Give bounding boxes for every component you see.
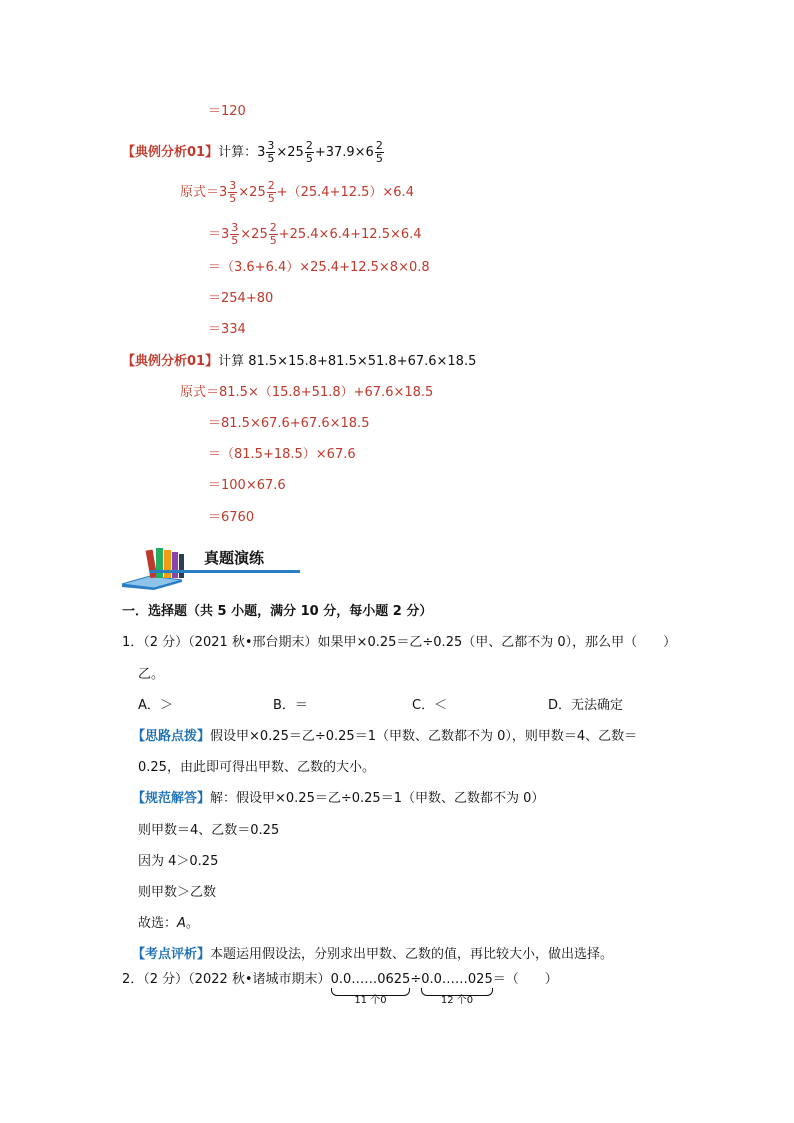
section-title: 真题演练 bbox=[204, 549, 265, 567]
example-tag: 【典例分析01】 bbox=[122, 354, 219, 369]
answer-line-4: 则甲数＞乙数 bbox=[138, 885, 217, 900]
evaluation-tag: 【考点评析】 bbox=[132, 947, 211, 962]
solution-line-4: ＝254+80 bbox=[208, 291, 274, 306]
answer-tag: 【规范解答】 bbox=[132, 791, 211, 806]
answer-suffix: 。 bbox=[185, 916, 199, 931]
solution-line-5: ＝6760 bbox=[208, 510, 255, 525]
hint-line-2: 0.25，由此即可得出甲数、乙数的大小。 bbox=[138, 760, 375, 775]
solution-line-3: ＝（81.5+18.5）×67.6 bbox=[208, 447, 356, 462]
example-prompt: 计算： bbox=[218, 145, 258, 160]
solution-line-1: 原式＝81.5×（15.8+51.8）+67.6×18.5 bbox=[180, 385, 434, 400]
option-c: C．＜ bbox=[412, 698, 448, 713]
option-d: D．无法确定 bbox=[548, 698, 624, 713]
fraction: $\frac{2}{5}$ bbox=[269, 221, 277, 247]
mixed-whole: 3 bbox=[257, 145, 266, 160]
evaluation-text: 本题运用假设法，分别求出甲数、乙数的值，再比较大小，做出选择。 bbox=[210, 947, 614, 962]
fraction: $\frac{3}{5}$ bbox=[229, 179, 237, 205]
fraction: $\frac{3}{5}$ bbox=[267, 139, 275, 165]
expr-part: ×25 bbox=[240, 227, 268, 242]
underbrace-label: 11 个0 bbox=[354, 995, 387, 1006]
example-prompt: 计算 81.5×15.8+81.5×51.8+67.6×18.5 bbox=[218, 354, 477, 369]
expr-part: ×25 bbox=[238, 185, 266, 200]
answer-line-2: 则甲数＝4、乙数＝0.25 bbox=[138, 823, 280, 838]
fraction: $\frac{2}{5}$ bbox=[375, 139, 383, 165]
fraction: $\frac{3}{5}$ bbox=[231, 221, 239, 247]
expr-part: +37.9×6 bbox=[314, 145, 374, 160]
q2-prefix: 2．（2 分）（2022 秋•诸城市期末） bbox=[122, 972, 331, 987]
q1-stem-line-2: 乙。 bbox=[138, 667, 165, 682]
fraction: $\frac{2}{5}$ bbox=[305, 139, 313, 165]
solution-line-2: ＝81.5×67.6+67.6×18.5 bbox=[208, 416, 370, 431]
q2-suffix: ＝（ ） bbox=[492, 972, 558, 987]
solution-line-5: ＝334 bbox=[208, 322, 246, 337]
expr-part: 原式＝3 bbox=[180, 185, 228, 200]
divide-sign: ÷ bbox=[410, 972, 422, 987]
solution-line-2 bbox=[208, 222, 422, 247]
example-1-question bbox=[122, 140, 385, 165]
expr-part: ＝3 bbox=[208, 227, 230, 242]
q2-stem bbox=[122, 971, 558, 1006]
answer-line-1 bbox=[132, 790, 544, 808]
q2-dividend: 0.0……0625 11 个0 bbox=[330, 972, 411, 1006]
answer-text: 解：假设甲×0.25＝乙÷0.25＝1（甲数、乙数都不为 0） bbox=[210, 791, 545, 806]
option-a: A．＞ bbox=[138, 698, 173, 713]
q1-stem-line-1: 1．（2 分）（2021 秋•邢台期末）如果甲×0.25＝乙÷0.25（甲、乙都不为 0），那么甲（ ） bbox=[122, 635, 677, 650]
part-heading: 一．选择题（共 5 小题，满分 10 分，每小题 2 分） bbox=[122, 604, 433, 619]
solution-line-1 bbox=[180, 180, 414, 205]
solution-line-4: ＝100×67.6 bbox=[208, 478, 286, 493]
hint-line-1 bbox=[132, 728, 637, 746]
example-2-question bbox=[122, 353, 476, 371]
answer-prefix: 故选： bbox=[138, 916, 178, 931]
answer-choice: A bbox=[177, 916, 186, 931]
hint-tag: 【思路点拨】 bbox=[132, 729, 211, 744]
answer-line-5 bbox=[138, 915, 199, 933]
section-divider bbox=[150, 570, 300, 573]
books-icon bbox=[120, 540, 190, 590]
prev-result-line: ＝120 bbox=[208, 104, 246, 119]
expr-part: +25.4×6.4+12.5×6.4 bbox=[278, 227, 422, 242]
hint-text: 假设甲×0.25＝乙÷0.25＝1（甲数、乙数都不为 0），则甲数＝4、乙数＝ bbox=[210, 729, 638, 744]
evaluation-line bbox=[132, 946, 613, 964]
answer-line-3: 因为 4＞0.25 bbox=[138, 854, 219, 869]
underbrace-label: 12 个0 bbox=[440, 995, 474, 1006]
q2-divisor: 0.0……025 12 个0 bbox=[421, 972, 493, 1006]
fraction: $\frac{2}{5}$ bbox=[267, 179, 275, 205]
expr-part: +（25.4+12.5）×6.4 bbox=[276, 185, 414, 200]
example-tag: 【典例分析01】 bbox=[122, 145, 219, 160]
expr-part: ×25 bbox=[276, 145, 304, 160]
solution-line-3: ＝（3.6+6.4）×25.4+12.5×8×0.8 bbox=[208, 260, 430, 275]
option-b: B．＝ bbox=[273, 698, 308, 713]
